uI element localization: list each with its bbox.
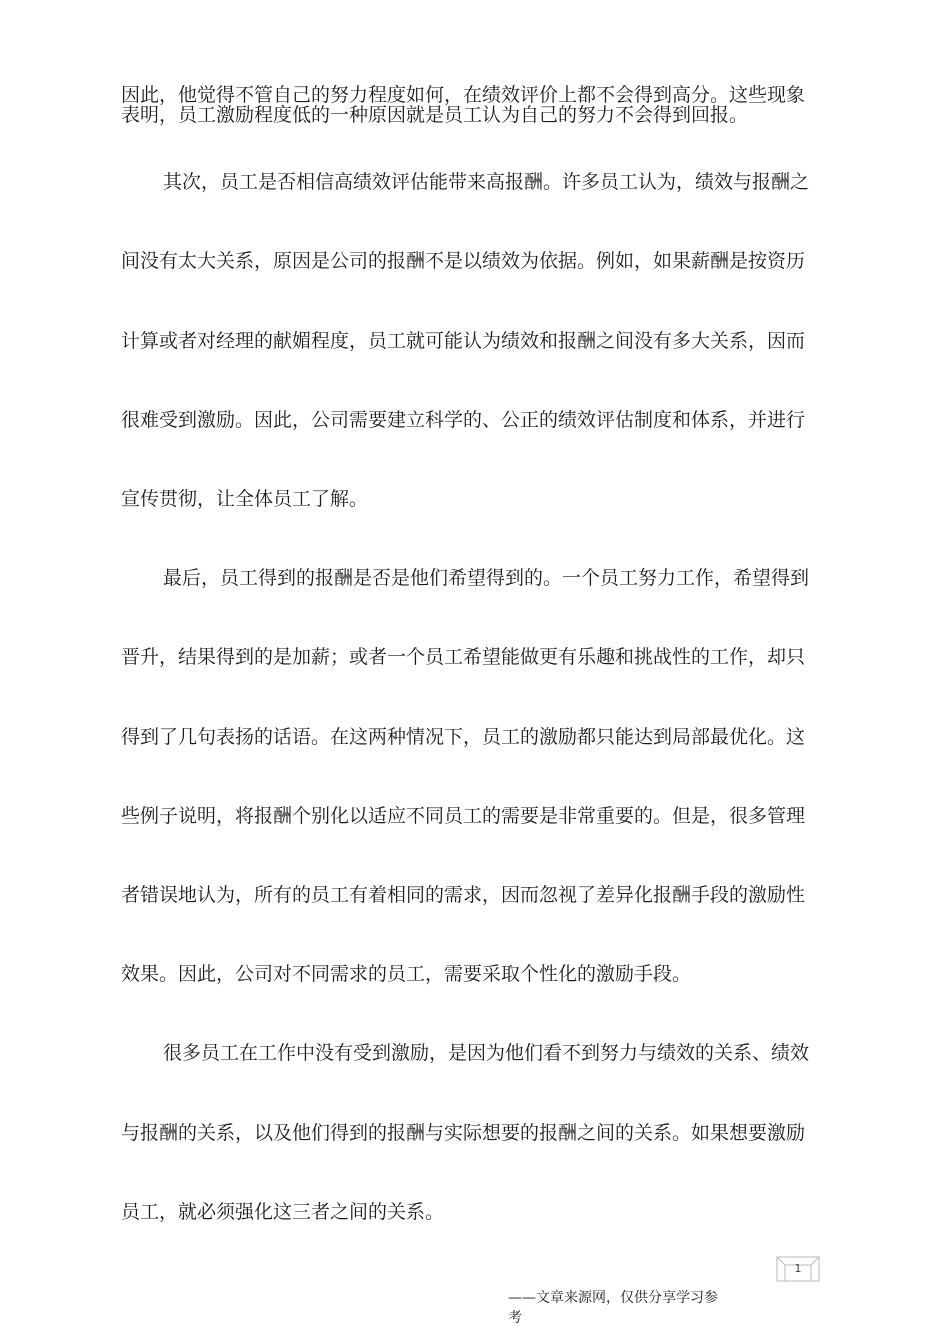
text-line: 很难受到激励。因此，公司需要建立科学的、公正的绩效评估制度和体系，并进行 (121, 409, 806, 431)
footer-line: ——文章来源网，仅供分享学习参 (508, 1290, 718, 1306)
text-line: 表明，员工激励程度低的一种原因就是员工认为自己的努力不会得到回报。 (121, 104, 749, 126)
page-number-badge (776, 1256, 820, 1282)
footer-line: 考 (508, 1310, 522, 1326)
text-line: 些例子说明，将报酬个别化以适应不同员工的需要是非常重要的。但是，很多管理 (121, 805, 806, 827)
text-line: 效果。因此，公司对不同需求的员工，需要采取个性化的激励手段。 (121, 963, 692, 985)
text-line: 因此，他觉得不管自己的努力程度如何，在绩效评价上都不会得到高分。这些现象 (121, 84, 806, 106)
text-line: 员工，就必须强化这三者之间的关系。 (121, 1201, 445, 1223)
text-line: 计算或者对经理的献媚程度，员工就可能认为绩效和报酬之间没有多大关系，因而 (121, 330, 806, 352)
text-line: 宣传贯彻，让全体员工了解。 (121, 488, 369, 510)
paragraph-first-line: 很多员工在工作中没有受到激励，是因为他们看不到努力与绩效的关系、绩效 (163, 1042, 810, 1064)
source-footer (508, 1288, 738, 1328)
paragraph-first-line: 最后，员工得到的报酬是否是他们希望得到的。一个员工努力工作，希望得到 (163, 567, 810, 589)
text-line: 者错误地认为，所有的员工有着相同的需求，因而忽视了差异化报酬手段的激励性 (121, 884, 806, 906)
paragraph-first-line: 其次，员工是否相信高绩效评估能带来高报酬。许多员工认为，绩效与报酬之 (163, 171, 810, 193)
text-line: 晋升，结果得到的是加薪；或者一个员工希望能做更有乐趣和挑战性的工作，却只 (121, 646, 806, 668)
page-number: 1 (794, 1262, 802, 1275)
text-line: 得到了几句表扬的话语。在这两种情况下，员工的激励都只能达到局部最优化。这 (121, 726, 806, 748)
text-line: 间没有太大关系，原因是公司的报酬不是以绩效为依据。例如，如果薪酬是按资历 (121, 250, 806, 272)
text-line: 与报酬的关系，以及他们得到的报酬与实际想要的报酬之间的关系。如果想要激励 (121, 1122, 806, 1144)
